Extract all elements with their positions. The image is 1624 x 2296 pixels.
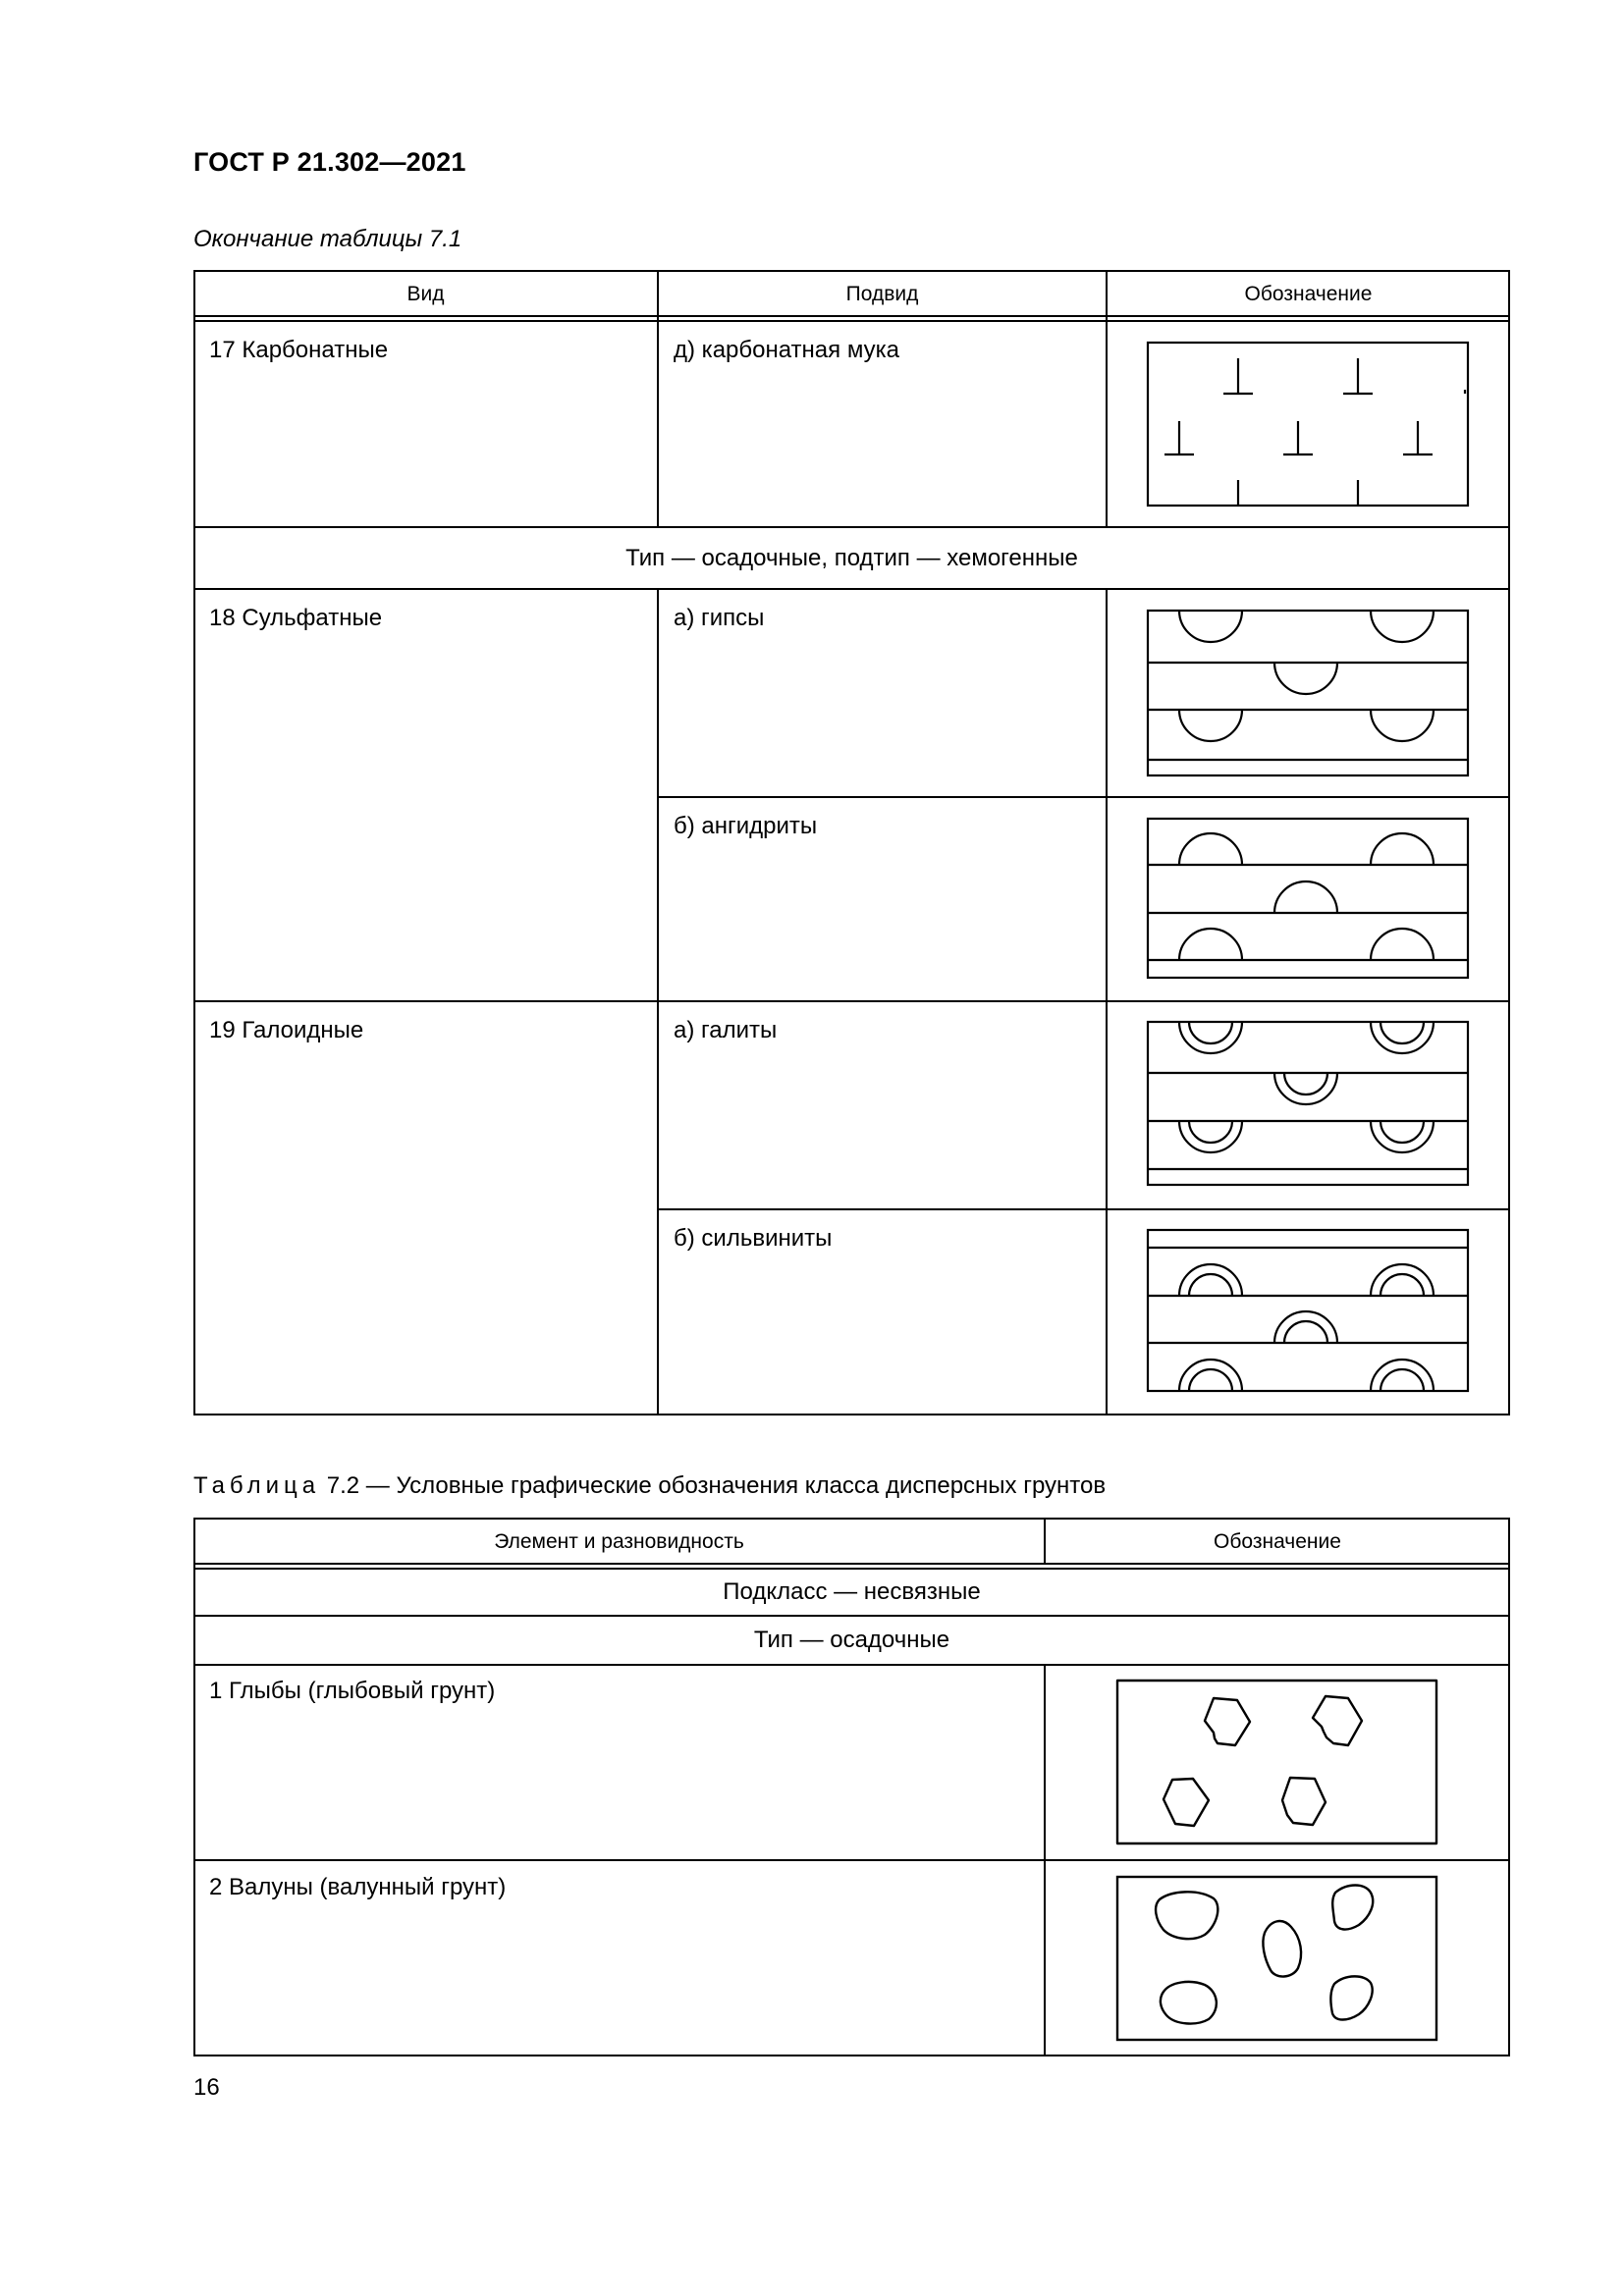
- boulders-symbol: [1117, 1877, 1436, 2040]
- row-19a-subkind: а) галиты: [674, 1017, 778, 1043]
- section-row-subclass: Подкласс — несвязные: [723, 1578, 981, 1605]
- section-row-sedimentary-chemogenic: Тип — осадочные, подтип — хемогенные: [625, 545, 1078, 571]
- row-2-element: 2 Валуны (валунный грунт): [209, 1874, 507, 1900]
- table1-caption: Окончание таблицы 7.1: [193, 226, 462, 252]
- page-number: 16: [193, 2074, 220, 2101]
- column-header-element: Элемент и разновидность: [494, 1530, 744, 1553]
- row-18-kind: 18 Сульфатные: [209, 605, 383, 631]
- table2-caption-text: 7.2 — Условные графические обозначения класса дисперсных грунтов: [320, 1472, 1107, 1499]
- table2-caption: [193, 1472, 1106, 1500]
- row-1-element: 1 Глыбы (глыбовый грунт): [209, 1678, 496, 1704]
- section-row-type: Тип — осадочные: [753, 1627, 950, 1653]
- table2-caption-prefix: Таблица: [193, 1472, 321, 1499]
- table-7-2: [193, 1518, 1510, 2056]
- gypsum-symbol: [1148, 611, 1468, 775]
- blocks-symbol: [1117, 1681, 1436, 1843]
- column-header-subkind: Подвид: [845, 283, 919, 305]
- row-18a-subkind: а) гипсы: [674, 605, 765, 631]
- column-header-symbol-2: Обозначение: [1214, 1530, 1341, 1553]
- document-header: ГОСТ Р 21.302—2021: [193, 147, 466, 177]
- row-18b-subkind: б) ангидриты: [674, 813, 818, 839]
- row-17-kind: 17 Карбонатные: [209, 337, 389, 363]
- table1-grid: [193, 270, 1510, 1415]
- table-7-1: [193, 270, 1510, 1415]
- halite-symbol: [1148, 1022, 1468, 1185]
- column-header-kind: Вид: [406, 283, 445, 305]
- row-19b-subkind: б) сильвиниты: [674, 1225, 833, 1252]
- row-19-kind: 19 Галоидные: [209, 1017, 364, 1043]
- carbonate-flour-symbol: [1148, 343, 1468, 506]
- sylvinite-symbol: [1148, 1230, 1468, 1391]
- anhydrite-symbol: [1148, 819, 1468, 978]
- column-header-symbol: Обозначение: [1244, 283, 1373, 305]
- row-17-subkind: д) карбонатная мука: [674, 337, 899, 363]
